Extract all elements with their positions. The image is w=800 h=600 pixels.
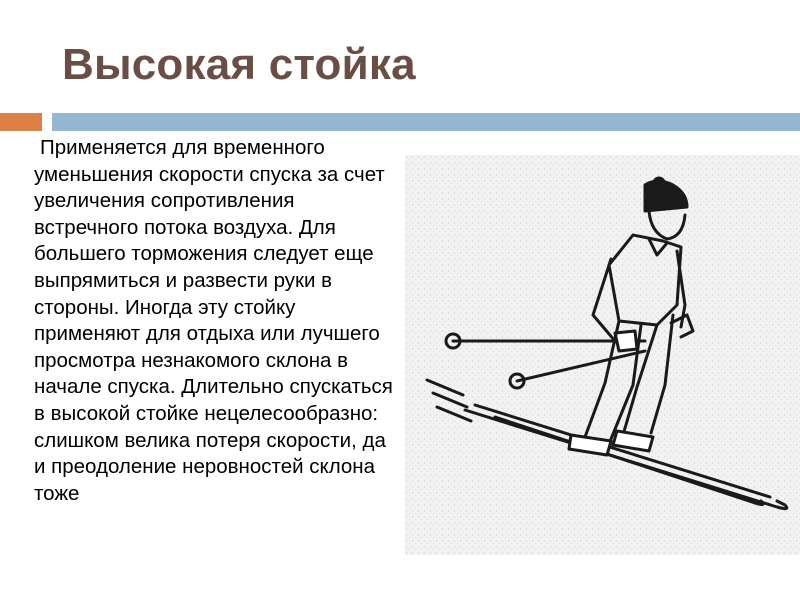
left-hand [615, 331, 637, 351]
title-divider-accent [0, 113, 42, 131]
body-paragraph: Применяется для временного уменьшения скорости спуска за счет увеличения сопротивления встречного потока воздуха. Для большего торможения следует еще выпрямиться и развести руки в стороны. Иногда эту стойку применяют для отдыха или лучшего просмотра незнакомого склона в начале спуска. Длительно спускаться в высокой стойке нецелесообразно: слишком велика потеря скорости, да и преодоление неровностей склона тоже [34, 136, 393, 505]
skier-high-stance-icon [405, 155, 800, 555]
slide-title: Высокая стойка [62, 40, 416, 89]
title-divider-bar [52, 113, 800, 131]
body-text [34, 135, 399, 507]
hat-pompom [654, 178, 664, 188]
